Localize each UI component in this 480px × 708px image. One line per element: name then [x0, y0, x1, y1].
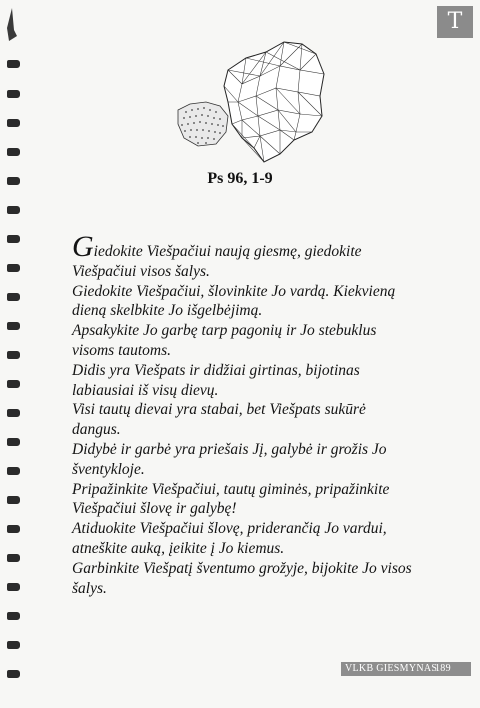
- binding-hole: [7, 525, 20, 533]
- binding-hole: [7, 612, 20, 620]
- verse-1: [72, 230, 412, 282]
- binding-hole: [7, 641, 20, 649]
- verse-4: Didis yra Viešpats ir didžiai girtinas, bijotinas labiausiai iš visų dievų.: [72, 361, 360, 399]
- book-title: VLKB GIESMYNAS: [345, 663, 438, 674]
- verse-6: Didybė ir garbė yra priešais Jį, galybė ir grožis Jo šventykloje.: [72, 440, 387, 478]
- binding-hole: [7, 351, 20, 359]
- corner-mark-icon: [6, 8, 18, 42]
- verse-text: iedokite Viešpačiui naują giesmę, giedokite Viešpačiui visos šalys.: [72, 243, 362, 280]
- verse-3: Apsakykite Jo garbę tarp pagonių ir Jo stebuklus visoms tautoms.: [72, 322, 377, 359]
- psalm-reference: Ps 96, 1-9: [207, 170, 273, 187]
- binding-hole: [7, 148, 20, 156]
- binding-hole: [7, 496, 20, 504]
- binding-hole: [7, 293, 20, 301]
- verse-7: Pripažinkite Viešpačiui, tautų giminės, pripažinkite Viešpačiui šlovę ir galybę!: [72, 480, 390, 518]
- binding-hole: [7, 322, 20, 330]
- footer-bar: [341, 662, 471, 676]
- binding-hole: [7, 438, 20, 446]
- psalm-text: [72, 230, 412, 598]
- verse-2: Giedokite Viešpačiui, šlovinkite Jo vardą. Kiekvieną dieną skelbkite Jo išgelbėjimą.: [72, 282, 396, 320]
- binding-hole: [7, 670, 20, 678]
- binding-hole: [7, 60, 20, 68]
- verse-9: Garbinkite Viešpatį šventumo grožyje, bijokite Jo visos šalys.: [72, 559, 412, 597]
- binding-hole: [7, 235, 20, 243]
- binding-hole: [7, 206, 20, 214]
- binding-hole: [7, 409, 20, 417]
- section-tab-letter: T: [437, 6, 473, 38]
- map-illustration: [176, 40, 326, 166]
- page-number: 189: [435, 663, 451, 674]
- binding-hole: [7, 380, 20, 388]
- binding-hole: [7, 583, 20, 591]
- binding-hole: [7, 554, 20, 562]
- drop-cap: G: [72, 230, 94, 263]
- spiral-binding: [0, 0, 26, 708]
- verse-5: Visi tautų dievai yra stabai, bet Viešpats sukūrė dangus.: [72, 401, 366, 439]
- binding-hole: [7, 90, 20, 98]
- verse-8: Atiduokite Viešpačiui šlovę, priderančią Jo vardui, atneškite auką, įeikite į Jo kiemus.: [72, 520, 387, 557]
- binding-hole: [7, 467, 20, 475]
- binding-hole: [7, 119, 20, 127]
- binding-hole: [7, 264, 20, 272]
